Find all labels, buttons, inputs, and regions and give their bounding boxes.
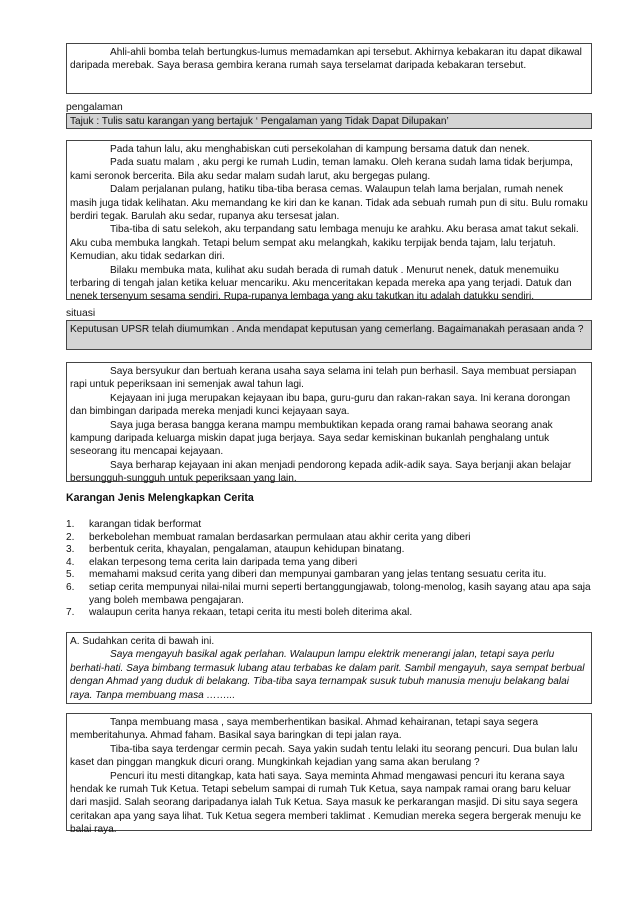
essay-box-situasi <box>66 362 592 485</box>
pengalaman-paragraph-1: Pada tahun lalu, aku menghabiskan cuti persekolahan di kampung bersama datuk dan nenek. <box>110 144 530 155</box>
jawapan-paragraph-3: Pencuri itu mesti ditangkap, kata hati saya. Saya meminta Ahmad mengawasi pencuri itu kerana saya hendak ke rumah Tuk Ketua. Tetapi sebelum sampai di rumah Tuk Ketua, saya nampak ramai orang baru keluar dari masjid. Salah seorang daripadanya ialah Tuk Ketua. Saya masuk ke perkarangan masjid. Di situ saya segera ceritakan apa yang saya lihat. Tuk Ketua segera memberi taklimat . Kemudian mereka segera bergerak menuju ke balai raya. <box>70 770 582 836</box>
tajuk-text: Tajuk : Tulis satu karangan yang bertajuk ‘ Pengalaman yang Tidak Dapat Dilupakan’ <box>70 116 449 127</box>
essay-box-jawapan <box>66 713 592 836</box>
list-item: 1. karangan tidak berformat <box>66 519 202 530</box>
situasi-paragraph-4: Saya berharap kejayaan ini akan menjadi pendorong kepada adik-adik saya. Saya berjanji akan belajar bersungguh-sungguh untuk peperiksaan yang lain. <box>70 459 572 485</box>
situasi-prompt: Keputusan UPSR telah diumumkan . Anda mendapat keputusan yang cemerlang. Bagaimanakah perasaan anda ? <box>70 324 584 335</box>
situasi-prompt-box <box>66 320 592 350</box>
pengalaman-paragraph-5: Bilaku membuka mata, kulihat aku sudah berada di rumah datuk . Menurut nenek, datuk menemuiku terbaring di tengah jalan ketika keluar mencariku. Aku menceritakan kepada mereka apa yang terjadi. Datuk dan nenek tersenyum sesama sendiri. Rupa-rupanya lembaga yang aku takutkan itu adalah datukku sendiri. <box>70 264 572 303</box>
pengalaman-paragraph-2: Pada suatu malam , aku pergi ke rumah Ludin, teman lamaku. Oleh kerana sudah lama tidak berjumpa, kami seronok bercerita. Bila aku sedar malam sudah larut, aku bergegas pulang. <box>70 157 573 182</box>
label-pengalaman: pengalaman <box>66 102 123 113</box>
sudahkan-instruction: A. Sudahkan cerita di bawah ini. <box>70 636 215 647</box>
pengalaman-paragraph-3: Dalam perjalanan pulang, hatiku tiba-tiba berasa cemas. Walaupun telah lama berjalan, rumah nenek masih juga tidak kelihatan. Aku memandang ke kiri dan ke kanan. Tidak ada sebuah rumah pun di situ. Bulu romaku berdiri tegak. Barulah aku sedar, rupanya aku tersesat jalan. <box>70 184 588 223</box>
situasi-paragraph-3: Saya juga berasa bangga kerana mampu membuktikan kepada orang ramai bahawa seorang anak kampung daripada keluarga miskin dapat juga berjaya. Saya sedar kemiskinan bukanlah penghalang untuk seseorang itu mencapai kejayaan. <box>70 419 553 458</box>
essay-box-pengalaman <box>66 140 592 303</box>
paragraph-box-bomba <box>66 43 592 94</box>
paragraph-bomba: Ahli-ahli bomba telah bertungkus-lumus memadamkan api tersebut. Akhirnya kebakaran itu dapat dikawal daripada merebak. Saya berasa gembira kerana rumah saya terselamat daripada kebakaran tersebut. <box>70 47 582 72</box>
pengalaman-paragraph-4: Tiba-tiba di satu selekoh, aku terpandang satu lembaga menuju ke arahku. Aku berasa amat takut sekali. Aku cuba membuka langkah. Tetapi belum sempat aku melangkah, kakiku terpijak benda tajam, lalu terjatuh. Kemudian, aku tidak sedarkan diri. <box>70 224 579 263</box>
list-item: 2. berkebolehan membuat ramalan berdasarkan permulaan atau akhir cerita yang diberi <box>66 531 471 543</box>
label-situasi: situasi <box>66 308 96 319</box>
story-box-sudahkan <box>66 632 592 704</box>
jawapan-paragraph-2: Tiba-tiba saya terdengar cermin pecah. Saya yakin sudah tentu lelaki itu seorang pencuri. Dua bulan lalu kaset dan pinggan mangkuk dicuri orang. Mungkinkah kejadian yang sama akan berulang ? <box>70 743 578 769</box>
situasi-paragraph-2: Kejayaan ini juga merupakan kejayaan ibu bapa, guru-guru dan rakan-rakan saya. Ini kerana dorongan dan bimbingan daripada mereka menjadi kunci kejayaan saya. <box>70 392 571 418</box>
section-heading-melengkapkan: Karangan Jenis Melengkapkan Cerita <box>66 492 254 504</box>
situasi-paragraph-1: Saya bersyukur dan bertuah kerana usaha saya selama ini telah pun berhasil. Saya membuat persiapan rapi untuk peperiksaan ini semenjak awal tahun lagi. <box>70 366 577 391</box>
list-item: 4. elakan terpesong tema cerita lain daripada tema yang diberi <box>66 556 358 568</box>
sudahkan-story: Saya mengayuh basikal agak perlahan. Walaupun lampu elektrik menerangi jalan, tetapi saya perlu berhati-hati. Saya bimbang termasuk lubang atau terbabas ke dalam parit. Sambil mengayuh, saya sempat berbual dengan Ahmad yang duduk di belakang. Tiba-tiba saya ternampak susuk tubuh manusia menuju belakang balai raya. Tanpa membuang masa ……... <box>70 649 585 701</box>
criteria-list <box>66 519 592 620</box>
tajuk-box <box>66 113 592 129</box>
list-item: 6. setiap cerita mempunyai nilai-nilai murni seperti bertanggungjawab, tolong-menolog, kasih sayang atau apa saja yang boleh membawa pengajaran. <box>66 581 591 606</box>
list-item: 3. berbentuk cerita, khayalan, pengalaman, ataupun kehidupan binatang. <box>66 544 405 556</box>
list-item: 5. memahami maksud cerita yang diberi dan mempunyai gambaran yang jelas tentang sesuatu cerita itu. <box>66 569 547 581</box>
list-item: 7. walaupun cerita hanya rekaan, tetapi cerita itu mesti boleh diterima akal. <box>66 607 413 619</box>
jawapan-paragraph-1: Tanpa membuang masa , saya memberhentikan basikal. Ahmad kehairanan, tetapi saya segera memberitahunya. Ahmad faham. Basikal saya baringkan di tepi jalan raya. <box>70 717 539 742</box>
